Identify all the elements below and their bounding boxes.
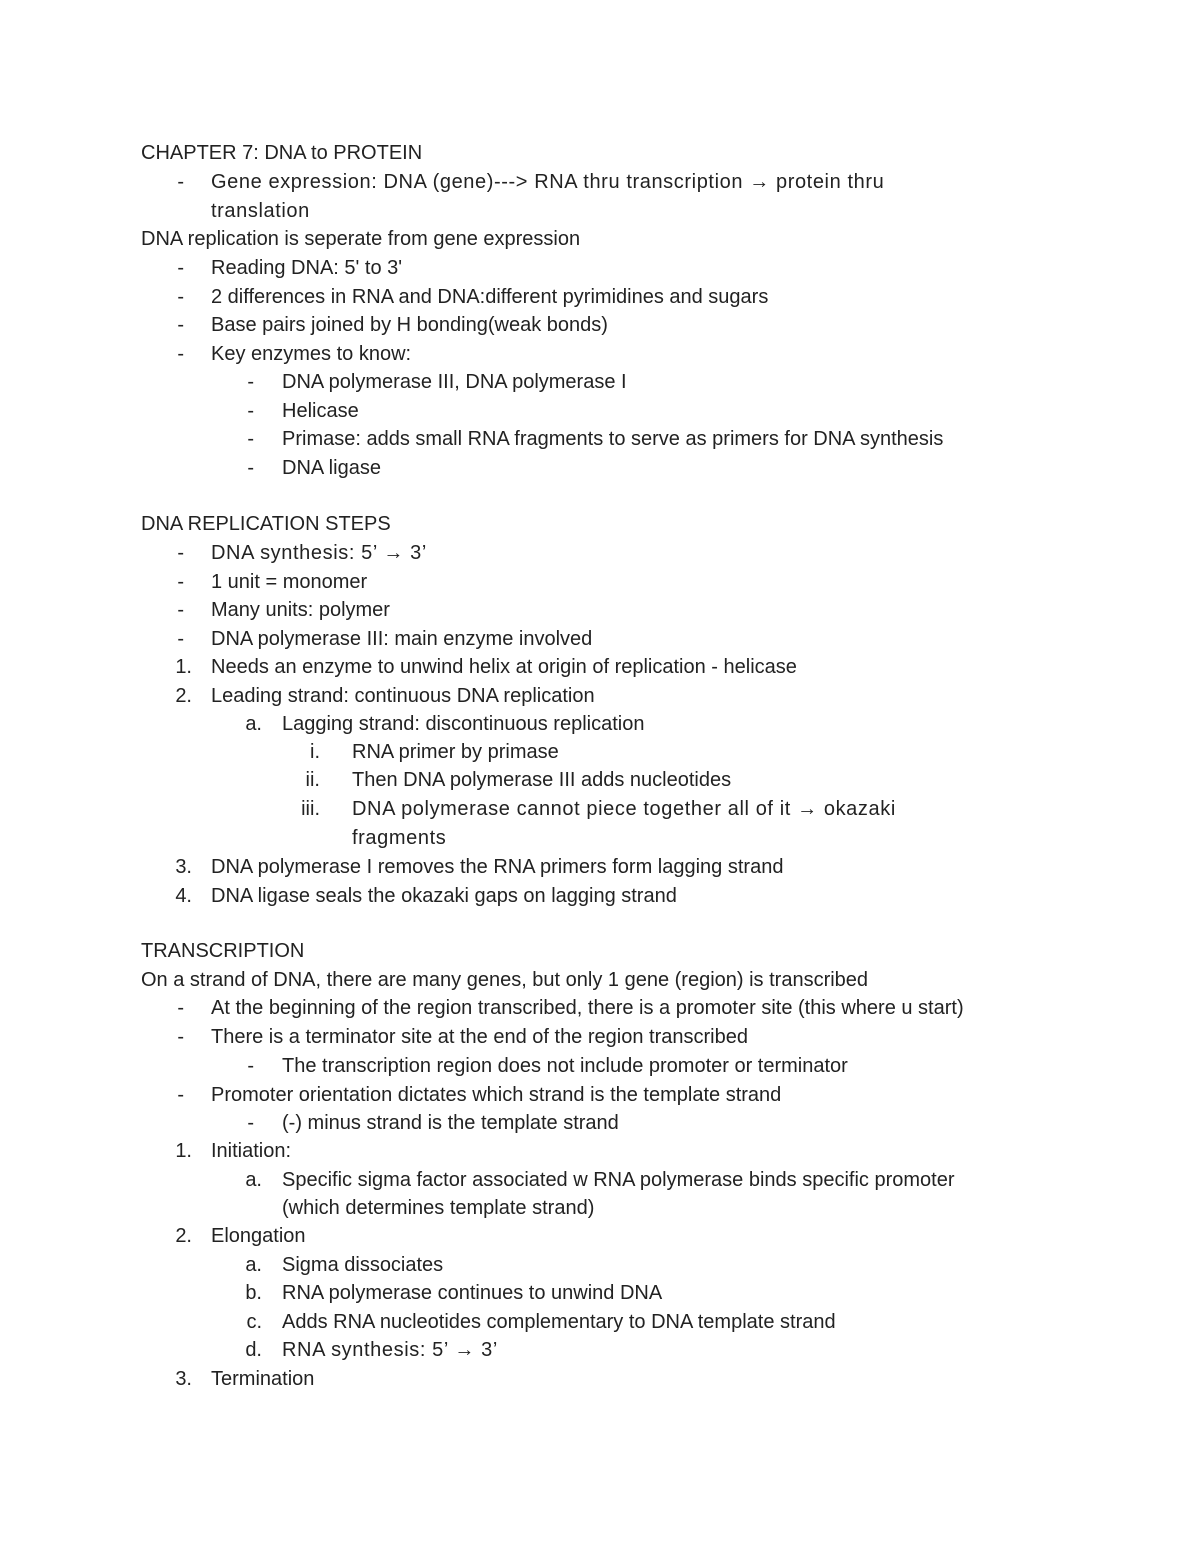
- document-page: CHAPTER 7: DNA to PROTEIN - Gene expression: DNA (gene)---> RNA thru transcription → protein thru translation DNA replication is seperate from gene expression - Reading DNA: 5' to 3' - 2 differences in RNA and DNA:different pyrimidines and sugars - Base pairs joined by H bonding(weak bonds) - Key enzymes to know: - DNA polymerase III, DNA polymerase I - Helicase - Primase: adds small RNA fragments to serve as primers for DNA synthesis - DNA ligase DNA REPLICATION STEPS - DNA synthesis: 5’ → 3’ - 1 unit = monomer - Many units: polymer - DNA polymerase III: main enzyme involved 1. Needs an enzyme to unwind helix at origin of replication - helicase 2. Leading strand: continuous DNA replication a. Lagging strand: discontinuous replication i. RNA primer by primase ii. Then DNA polymerase III adds nucleotides iii. DNA polymerase cannot piece together all of it → okazaki fragments 3. DNA polymerase I removes the RNA primers form lagging strand 4. DNA ligase seals the okazaki gaps on lagging strand TRANSCRIPTION On a strand of DNA, there are many genes, but only 1 gene (region) is transcribed - At the beginning of the region transcribed, there is a promoter site (this where u start) - There is a terminator site at the end of the region transcribed - The transcription region does not include promoter or terminator - Promoter orientation dictates which strand is the template strand - (-) minus strand is the template strand 1. Initiation: a. Specific sigma factor associated w RNA polymerase binds specific promoter (which determines template strand) 2. Elongation a. Sigma dissociates b. RNA polymerase continues to unwind DNA c. Adds RNA nucleotides complementary to DNA template strand d. RNA synthesis: 5’ → 3’ 3. Termination: [0, 0, 1200, 1553]
